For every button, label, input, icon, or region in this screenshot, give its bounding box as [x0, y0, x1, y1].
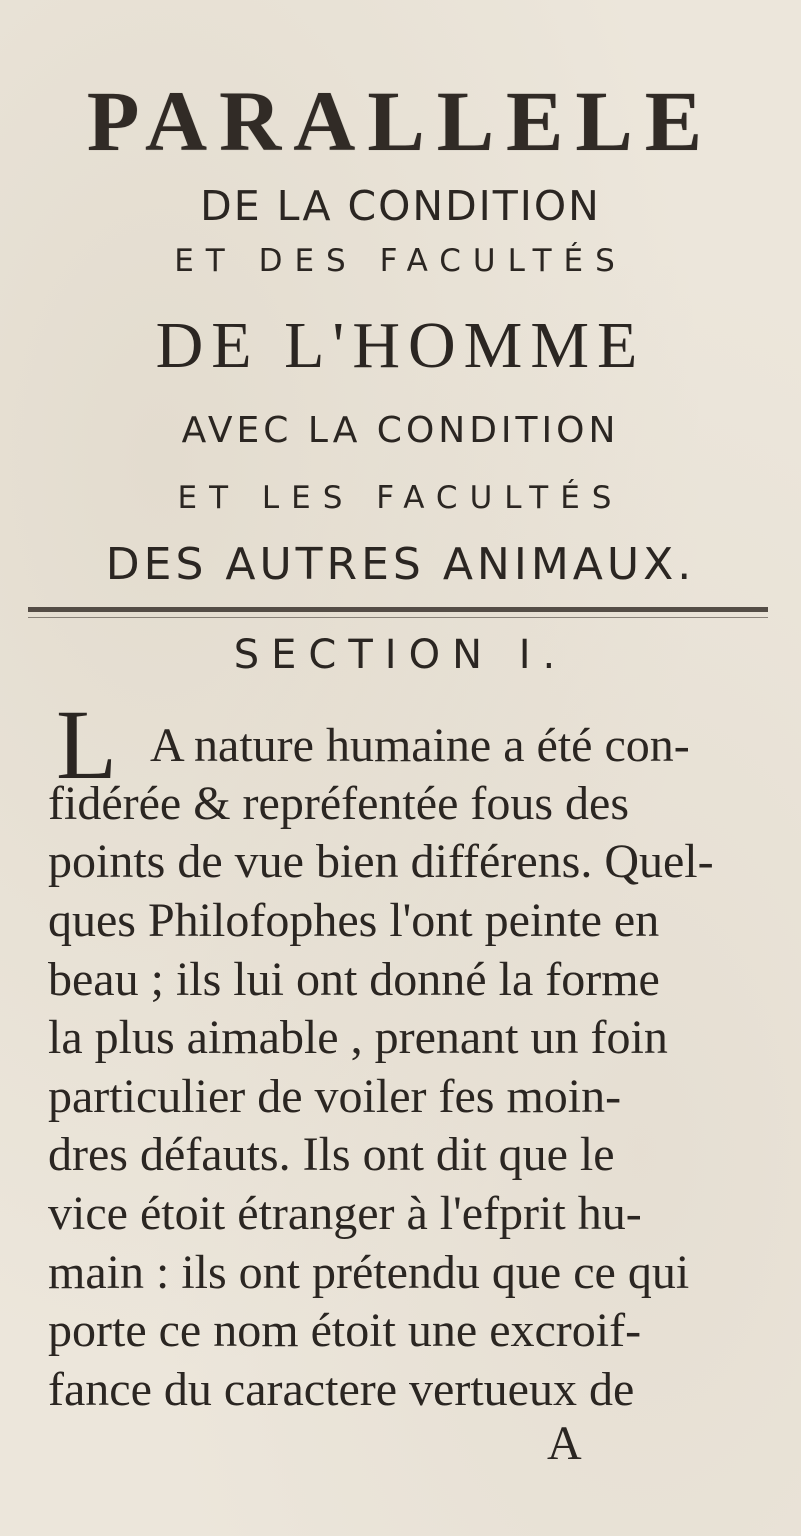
body-line-8: dres défauts. Ils ont dit que le	[48, 1128, 615, 1181]
catchword: A	[547, 1417, 582, 1470]
title-line-7: DES AUTRES ANIMAUX.	[105, 539, 696, 590]
body-line-7: particulier de voiler fes moin-	[48, 1070, 622, 1123]
body-line-11: porte ce nom étoit une excroif-	[48, 1304, 642, 1357]
title-line-6: ET LES FACULTÉS	[177, 480, 624, 516]
thin-divider-rule	[28, 617, 768, 618]
drop-cap: L	[56, 689, 118, 800]
body-line-12: fance du caractere vertueux de	[48, 1363, 635, 1416]
body-line-10: main : ils ont prétendu que ce qui	[48, 1246, 690, 1299]
title-line-2: DE LA CONDITION	[200, 182, 601, 230]
body-line-5: beau ; ils lui ont donné la forme	[48, 953, 660, 1006]
section-heading: SECTION I.	[233, 632, 568, 678]
body-line-4: ques Philofophes l'ont peinte en	[48, 894, 660, 947]
title-line-1: PARALLELE	[86, 73, 715, 169]
body-line-2: fidérée & repréfentée fous des	[48, 777, 630, 830]
title-line-3: ET DES FACULTÉS	[174, 243, 627, 279]
body-line-6: la plus aimable , prenant un foin	[48, 1011, 668, 1064]
thick-divider-rule	[28, 607, 768, 612]
title-line-5: AVEC LA CONDITION	[181, 410, 620, 451]
body-line-1: A nature humaine a été con-	[150, 719, 690, 772]
body-line-3: points de vue bien différens. Quel-	[48, 835, 714, 888]
body-line-9: vice étoit étranger à l'efprit hu-	[48, 1187, 642, 1240]
title-line-4: DE L'HOMME	[155, 309, 646, 382]
